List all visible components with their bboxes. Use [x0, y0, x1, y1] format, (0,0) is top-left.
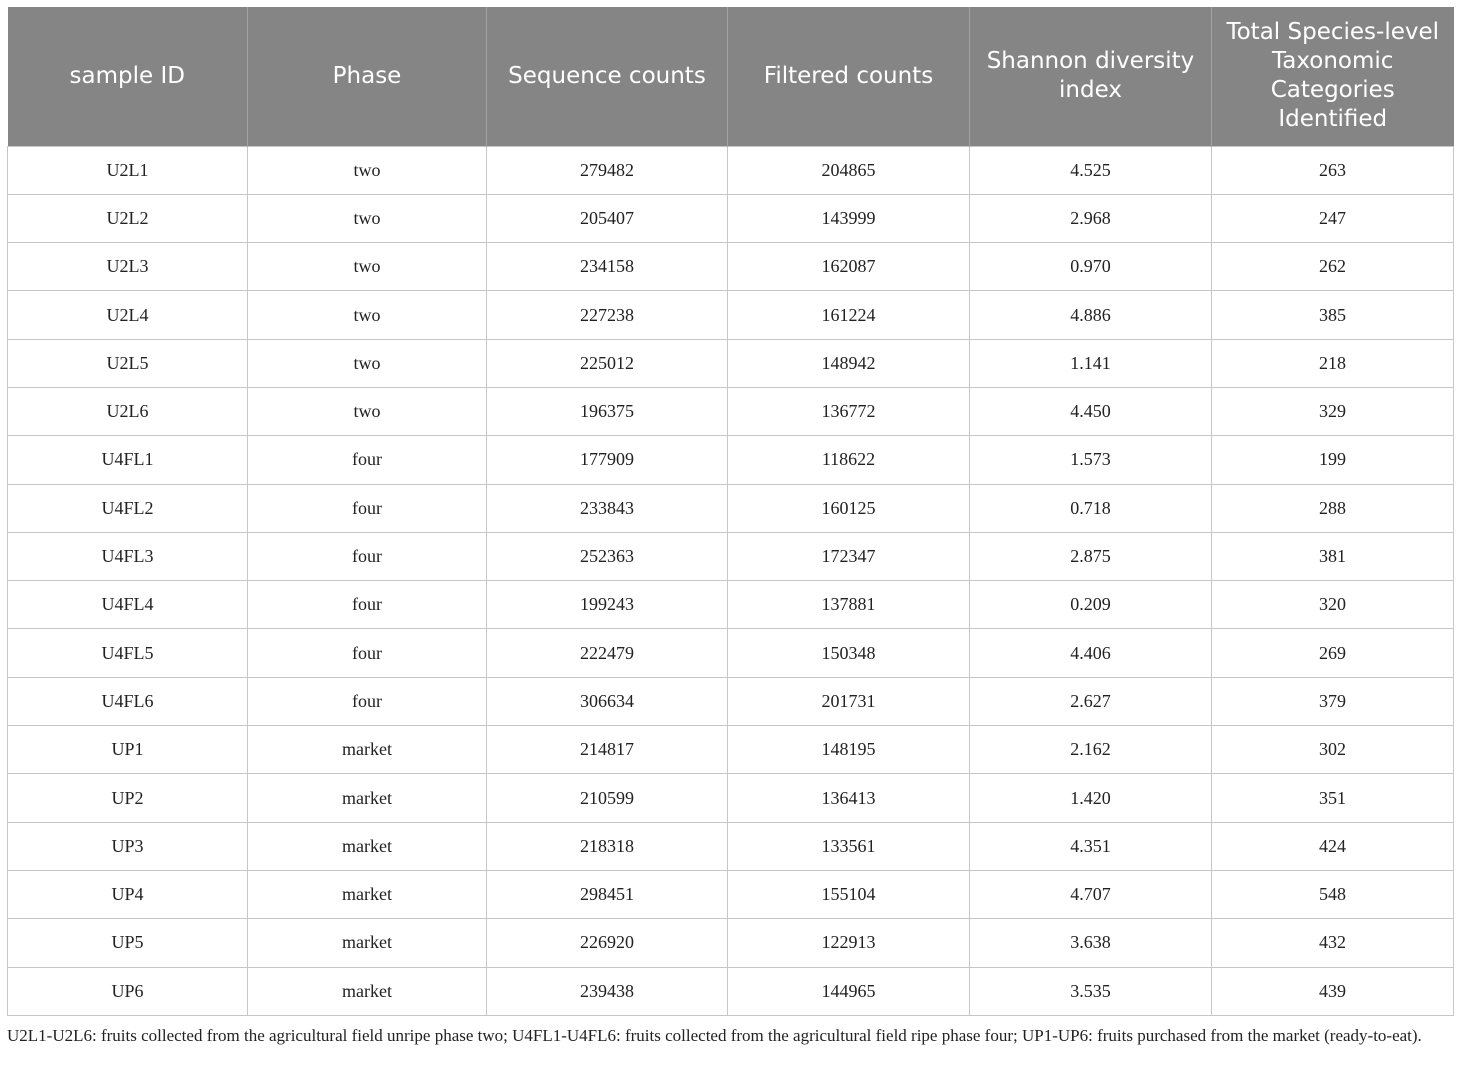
phase-cell: two: [248, 339, 487, 387]
phase-cell: market: [248, 870, 487, 918]
table-row: [8, 291, 1454, 339]
filtered-counts-cell: 133561: [728, 822, 970, 870]
shannon-index-cell: 3.535: [970, 967, 1212, 1015]
sample-id-cell: U2L4: [8, 291, 248, 339]
total-species-cell: 218: [1212, 339, 1454, 387]
table-footnote: U2L1-U2L6: fruits collected from the agricultural field unripe phase two; U4FL1-U4FL6: fruits collected from the agricultural field ripe phase four; UP1-UP6: fruits purchased from the market (ready-to-eat).: [7, 1026, 1422, 1045]
sample-id-cell: UP4: [8, 870, 248, 918]
sample-id-cell: U4FL2: [8, 484, 248, 532]
shannon-index-cell: 1.420: [970, 774, 1212, 822]
shannon-index-cell: 4.406: [970, 629, 1212, 677]
table-row: [8, 919, 1454, 967]
sequence-counts-cell: 199243: [487, 581, 728, 629]
total-species-cell: 385: [1212, 291, 1454, 339]
column-header-filtered-counts: Filtered counts: [728, 7, 970, 146]
sequence-counts-cell: 177909: [487, 436, 728, 484]
table-row: [8, 629, 1454, 677]
sequence-counts-cell: 218318: [487, 822, 728, 870]
filtered-counts-cell: 118622: [728, 436, 970, 484]
phase-cell: two: [248, 243, 487, 291]
phase-cell: market: [248, 967, 487, 1015]
sample-id-cell: UP3: [8, 822, 248, 870]
sample-id-cell: U4FL3: [8, 532, 248, 580]
table-row: [8, 387, 1454, 435]
sequence-counts-cell: 222479: [487, 629, 728, 677]
column-header-sequence-counts: Sequence counts: [487, 7, 728, 146]
shannon-index-cell: 3.638: [970, 919, 1212, 967]
shannon-index-cell: 2.875: [970, 532, 1212, 580]
phase-cell: market: [248, 919, 487, 967]
phase-cell: two: [248, 291, 487, 339]
table-row: [8, 822, 1454, 870]
filtered-counts-cell: 155104: [728, 870, 970, 918]
sequence-counts-cell: 252363: [487, 532, 728, 580]
shannon-index-cell: 4.707: [970, 870, 1212, 918]
table-row: [8, 677, 1454, 725]
filtered-counts-cell: 201731: [728, 677, 970, 725]
table-row: [8, 774, 1454, 822]
table-row: [8, 339, 1454, 387]
total-species-cell: 548: [1212, 870, 1454, 918]
column-header-sample-id: sample ID: [8, 7, 248, 146]
sequence-counts-cell: 233843: [487, 484, 728, 532]
table-header: [8, 7, 1454, 146]
phase-cell: market: [248, 774, 487, 822]
phase-cell: four: [248, 629, 487, 677]
filtered-counts-cell: 144965: [728, 967, 970, 1015]
filtered-counts-cell: 148942: [728, 339, 970, 387]
total-species-cell: 320: [1212, 581, 1454, 629]
phase-cell: two: [248, 387, 487, 435]
filtered-counts-cell: 204865: [728, 146, 970, 194]
filtered-counts-cell: 137881: [728, 581, 970, 629]
total-species-cell: 262: [1212, 243, 1454, 291]
sample-id-cell: U2L1: [8, 146, 248, 194]
table-row: [8, 870, 1454, 918]
shannon-index-cell: 0.209: [970, 581, 1212, 629]
sequence-counts-cell: 279482: [487, 146, 728, 194]
sample-id-cell: UP1: [8, 726, 248, 774]
sample-id-cell: U2L2: [8, 194, 248, 242]
total-species-cell: 288: [1212, 484, 1454, 532]
total-species-cell: 379: [1212, 677, 1454, 725]
shannon-index-cell: 2.627: [970, 677, 1212, 725]
table-row: [8, 436, 1454, 484]
shannon-index-cell: 4.525: [970, 146, 1212, 194]
sequence-counts-cell: 210599: [487, 774, 728, 822]
total-species-cell: 439: [1212, 967, 1454, 1015]
shannon-index-cell: 1.573: [970, 436, 1212, 484]
filtered-counts-cell: 162087: [728, 243, 970, 291]
filtered-counts-cell: 150348: [728, 629, 970, 677]
data-table: [7, 7, 1454, 1016]
table-row: [8, 194, 1454, 242]
table-row: [8, 726, 1454, 774]
sequence-counts-cell: 205407: [487, 194, 728, 242]
header-row: [8, 7, 1454, 146]
phase-cell: four: [248, 581, 487, 629]
phase-cell: four: [248, 677, 487, 725]
phase-cell: four: [248, 484, 487, 532]
total-species-cell: 351: [1212, 774, 1454, 822]
filtered-counts-cell: 172347: [728, 532, 970, 580]
sample-id-cell: U2L3: [8, 243, 248, 291]
sample-id-cell: UP5: [8, 919, 248, 967]
total-species-cell: 432: [1212, 919, 1454, 967]
sample-id-cell: U4FL4: [8, 581, 248, 629]
total-species-cell: 329: [1212, 387, 1454, 435]
column-header-shannon-index: Shannon diversity index: [970, 7, 1212, 146]
table-row: [8, 146, 1454, 194]
phase-cell: two: [248, 146, 487, 194]
filtered-counts-cell: 136413: [728, 774, 970, 822]
table-row: [8, 532, 1454, 580]
shannon-index-cell: 4.886: [970, 291, 1212, 339]
filtered-counts-cell: 143999: [728, 194, 970, 242]
shannon-index-cell: 1.141: [970, 339, 1212, 387]
shannon-index-cell: 2.162: [970, 726, 1212, 774]
table-row: [8, 484, 1454, 532]
table-row: [8, 243, 1454, 291]
phase-cell: market: [248, 726, 487, 774]
sequence-counts-cell: 239438: [487, 967, 728, 1015]
table-body: [8, 146, 1454, 1015]
shannon-index-cell: 4.351: [970, 822, 1212, 870]
column-header-total-species: Total Species-level Taxonomic Categories Identified: [1212, 7, 1454, 146]
total-species-cell: 247: [1212, 194, 1454, 242]
sequence-counts-cell: 234158: [487, 243, 728, 291]
sample-id-cell: U2L5: [8, 339, 248, 387]
sequence-counts-cell: 227238: [487, 291, 728, 339]
sample-id-cell: U4FL5: [8, 629, 248, 677]
shannon-index-cell: 2.968: [970, 194, 1212, 242]
filtered-counts-cell: 161224: [728, 291, 970, 339]
phase-cell: market: [248, 822, 487, 870]
filtered-counts-cell: 160125: [728, 484, 970, 532]
phase-cell: four: [248, 436, 487, 484]
sequence-counts-cell: 306634: [487, 677, 728, 725]
total-species-cell: 263: [1212, 146, 1454, 194]
shannon-index-cell: 0.970: [970, 243, 1212, 291]
total-species-cell: 381: [1212, 532, 1454, 580]
column-header-phase: Phase: [248, 7, 487, 146]
sequence-counts-cell: 225012: [487, 339, 728, 387]
total-species-cell: 199: [1212, 436, 1454, 484]
shannon-index-cell: 0.718: [970, 484, 1212, 532]
sample-id-cell: U4FL6: [8, 677, 248, 725]
sample-id-cell: U4FL1: [8, 436, 248, 484]
phase-cell: two: [248, 194, 487, 242]
sequence-counts-cell: 214817: [487, 726, 728, 774]
sample-id-cell: UP6: [8, 967, 248, 1015]
filtered-counts-cell: 122913: [728, 919, 970, 967]
shannon-index-cell: 4.450: [970, 387, 1212, 435]
total-species-cell: 424: [1212, 822, 1454, 870]
total-species-cell: 269: [1212, 629, 1454, 677]
filtered-counts-cell: 136772: [728, 387, 970, 435]
total-species-cell: 302: [1212, 726, 1454, 774]
data-table-container: [7, 7, 1453, 1016]
table-row: [8, 581, 1454, 629]
phase-cell: four: [248, 532, 487, 580]
sequence-counts-cell: 226920: [487, 919, 728, 967]
table-row: [8, 967, 1454, 1015]
sample-id-cell: U2L6: [8, 387, 248, 435]
sequence-counts-cell: 298451: [487, 870, 728, 918]
filtered-counts-cell: 148195: [728, 726, 970, 774]
sequence-counts-cell: 196375: [487, 387, 728, 435]
sample-id-cell: UP2: [8, 774, 248, 822]
